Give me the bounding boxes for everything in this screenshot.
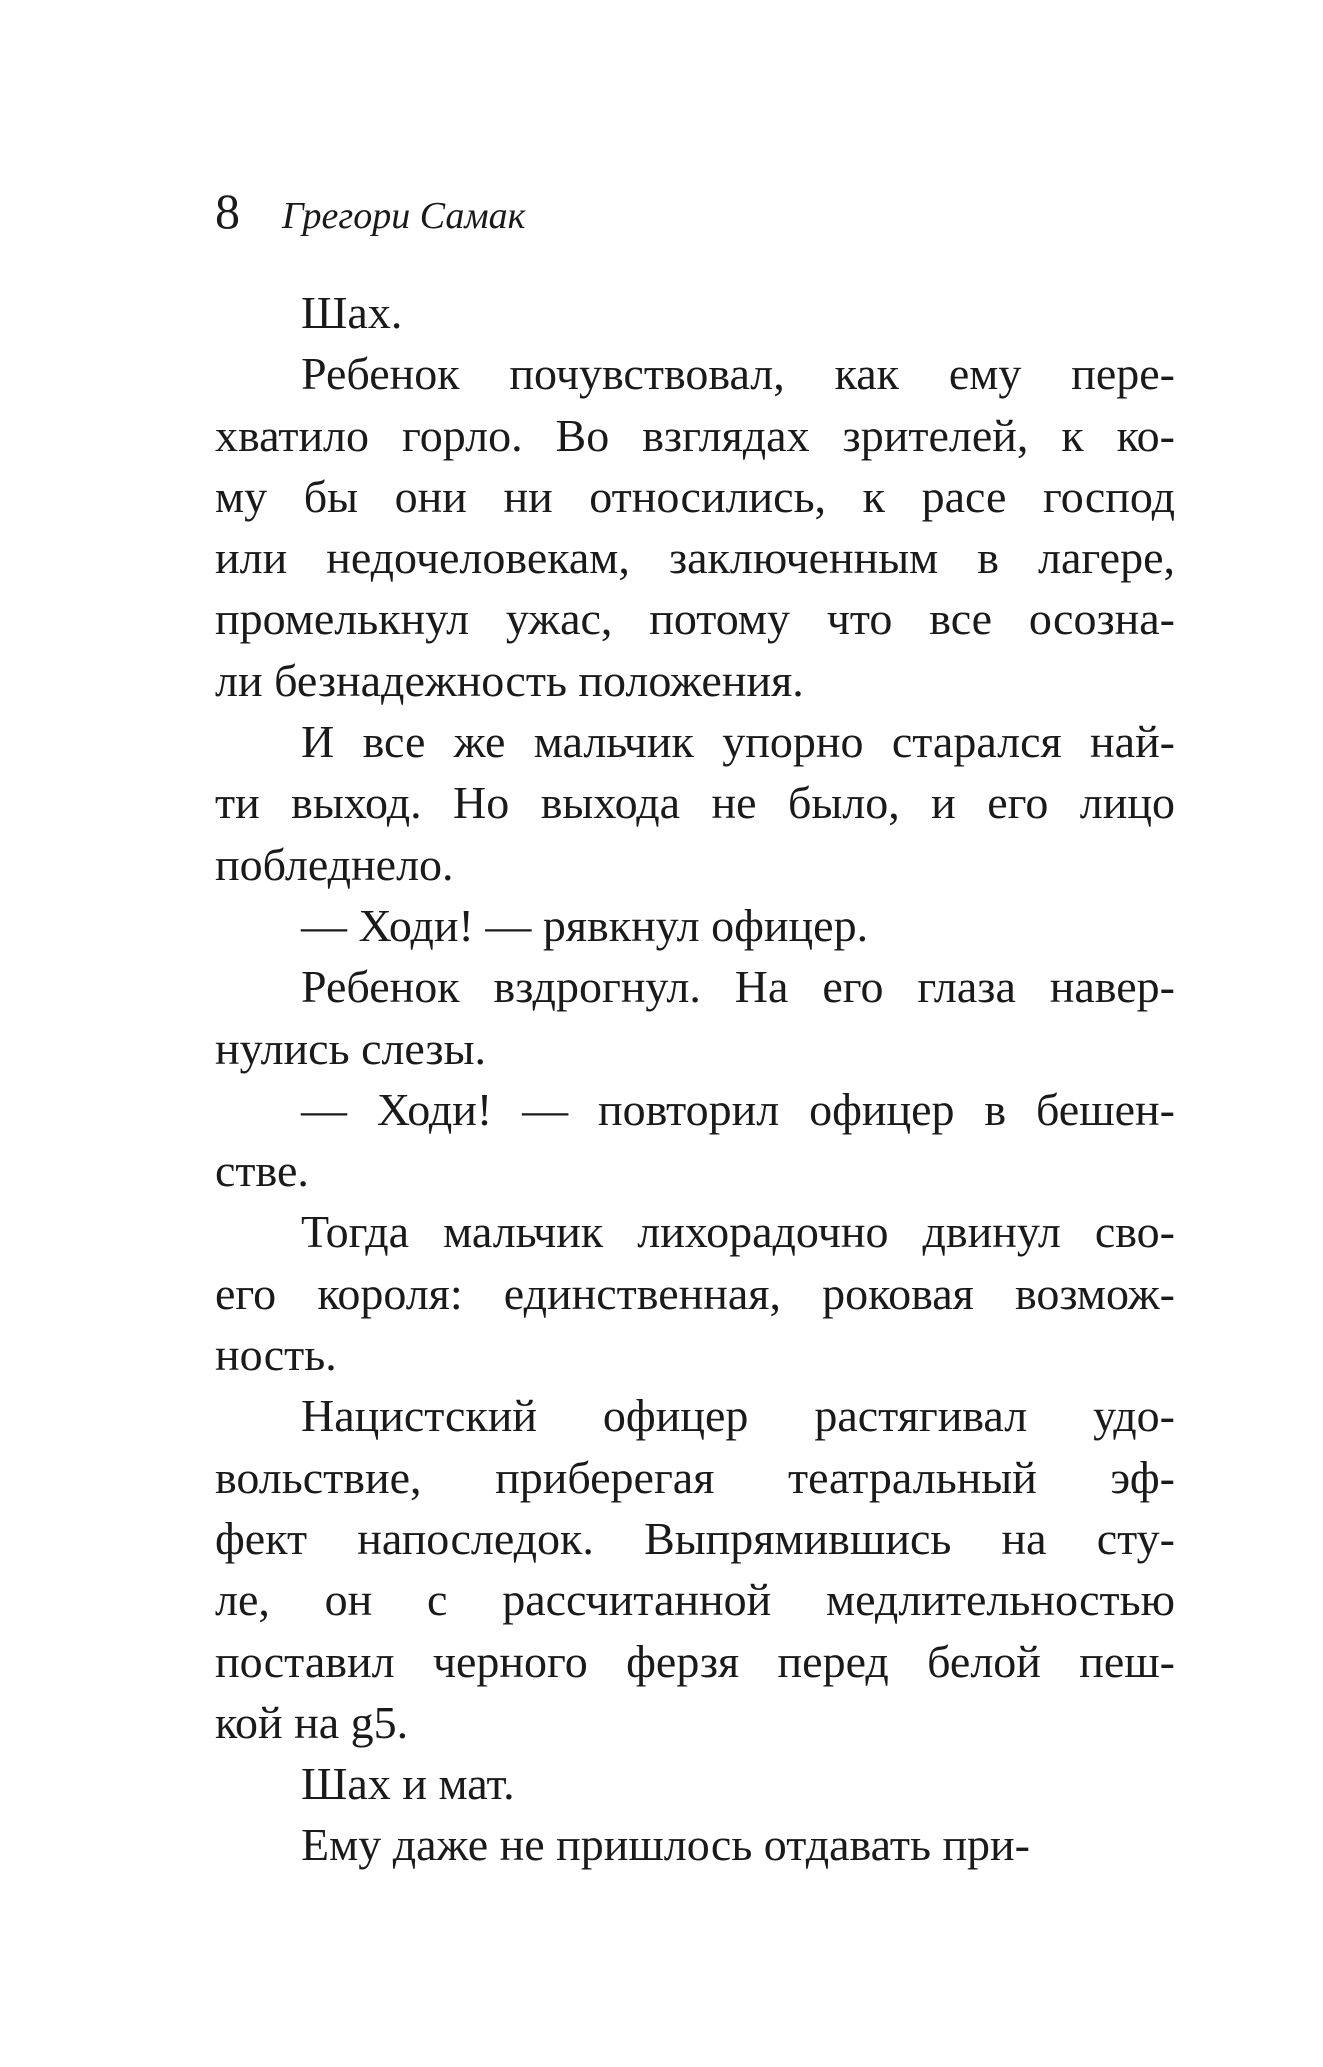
text-line: Ему даже не пришлось отдавать при- [301,1819,1030,1871]
text-line: Шах. [301,287,403,338]
text-line: Тогда мальчик лихорадочно двинул сво- [301,1206,1175,1258]
text-line: хватило горло. Во взглядах зрителей, к ко- [215,409,1175,461]
page-number: 8 [215,183,240,239]
text-line: И все же мальчик упорно старался най- [301,716,1175,768]
text-line: ти выход. Но выхода не было, и его лицо [215,777,1175,829]
text-line: побледнело. [215,838,454,890]
paragraph [215,895,1175,956]
text-line: нулись слезы. [215,1022,486,1074]
text-line: ли безнадежность положения. [215,654,804,706]
text-line: Нацистский офицер растягивал удо- [301,1390,1175,1442]
paragraph [215,1385,1175,1753]
text-line: его короля: единственная, роковая возмож- [215,1267,1175,1319]
paragraph [215,1079,1175,1202]
paragraph [215,1814,1175,1875]
body-text [215,282,1175,1876]
text-line: Ребенок почувствовал, как ему пере- [301,348,1175,400]
paragraph [215,1753,1175,1814]
text-line: фект напоследок. Выпрямившись на сту- [215,1512,1175,1564]
text-line: кой на g5. [215,1696,409,1748]
running-title: Грегори Самак [282,195,526,237]
text-line: му бы они ни относились, к расе господ [215,470,1175,522]
text-line: Ребенок вздрогнул. На его глаза навер- [301,961,1175,1013]
text-line: Шах и мат. [301,1758,515,1810]
paragraph [215,282,1175,343]
book-page [215,0,1175,2067]
text-line: вольствие, приберегая театральный эф- [215,1451,1175,1503]
paragraph [215,1201,1175,1385]
text-line: или недочеловекам, заключенным в лагере, [215,532,1175,584]
paragraph [215,711,1175,895]
paragraph [215,956,1175,1079]
text-line: ность. [215,1329,337,1381]
paragraph [215,343,1175,711]
text-line: — Ходи! — рявкнул офицер. [301,899,869,951]
text-line: — Ходи! — повторил офицер в бешен- [301,1083,1175,1135]
text-line: промелькнул ужас, потому что все осозна- [215,593,1175,645]
text-line: поставил черного ферзя перед белой пеш- [215,1635,1175,1687]
running-head [215,183,526,246]
text-line: стве. [215,1145,309,1197]
text-line: ле, он с рассчитанной медлительностью [215,1574,1175,1626]
